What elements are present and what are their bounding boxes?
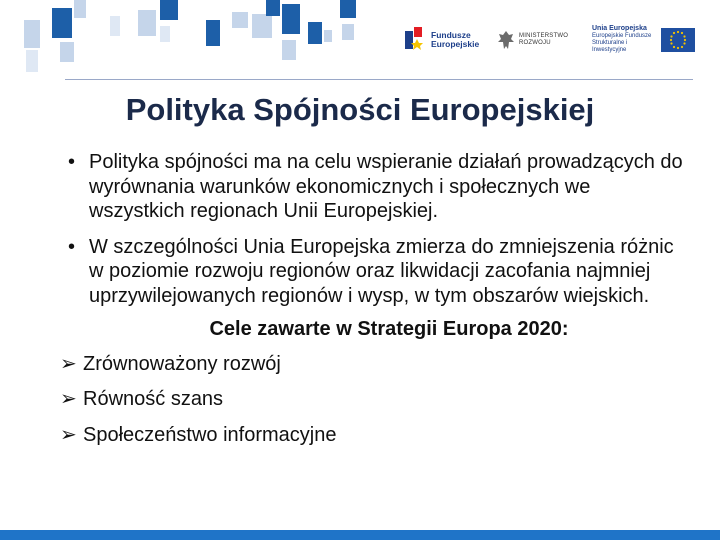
goal-text: Równość szans — [83, 388, 224, 410]
header-divider — [65, 79, 693, 80]
fe-line-2: Europejskie — [431, 39, 480, 49]
bullet-item — [66, 150, 686, 224]
fe-star-icon — [405, 25, 425, 55]
goal-item — [60, 387, 686, 412]
ue-line-3: Strukturalne i Inwestycyjne — [592, 40, 628, 53]
slide-title: Polityka Spójności Europejskiej — [125, 92, 595, 127]
arrow-bullet-icon: ➢ — [60, 423, 77, 446]
fundusze-europejskie-logo — [405, 18, 479, 62]
bullet-item — [66, 235, 686, 309]
goal-item — [60, 352, 686, 377]
ministerstwo-rozwoju-logo — [497, 18, 568, 62]
arrow-bullet-icon: ➢ — [60, 388, 77, 410]
footer-bar — [0, 530, 720, 540]
bullet-dot-icon: • — [68, 151, 76, 173]
bullet-text: Polityka spójności ma na celu wspieranie działań prowadzących do wyrównania warunków ekonomicznych i społecznych we wszystkich regionach Unii Europejskiej. — [89, 151, 683, 222]
goals-heading: Cele zawarte w Strategii Europa 2020: — [209, 318, 569, 340]
mr-line-2: ROZWOJU — [519, 40, 551, 46]
unia-europejska-logo — [592, 18, 695, 62]
slide-content — [60, 150, 686, 458]
goal-item — [60, 423, 686, 448]
fe-line-1: Fundusze — [431, 29, 471, 40]
goal-text: Społeczeństwo informacyjne — [83, 423, 337, 446]
bullet-text: W szczególności Unia Europejska zmierza do zmniejszenia różnic w poziomie rozwoju regionów oraz likwidacji zacofania najmniej uprzywilejowanych regionów i wysp, w tym obszarów wiejskich. — [89, 235, 674, 307]
ue-line-2: Europejskie Fundusze — [592, 33, 652, 40]
partner-logos — [405, 18, 695, 62]
arrow-bullet-icon: ➢ — [60, 352, 77, 375]
mr-line-1: MINISTERSTWO — [519, 33, 569, 39]
eagle-emblem-icon — [497, 29, 515, 51]
bullet-dot-icon: • — [68, 235, 76, 258]
eu-flag-icon — [661, 28, 695, 52]
ue-line-1: Unia Europejska — [592, 25, 647, 33]
goal-text: Zrównoważony rozwój — [83, 352, 281, 375]
decorative-squares — [0, 0, 400, 80]
